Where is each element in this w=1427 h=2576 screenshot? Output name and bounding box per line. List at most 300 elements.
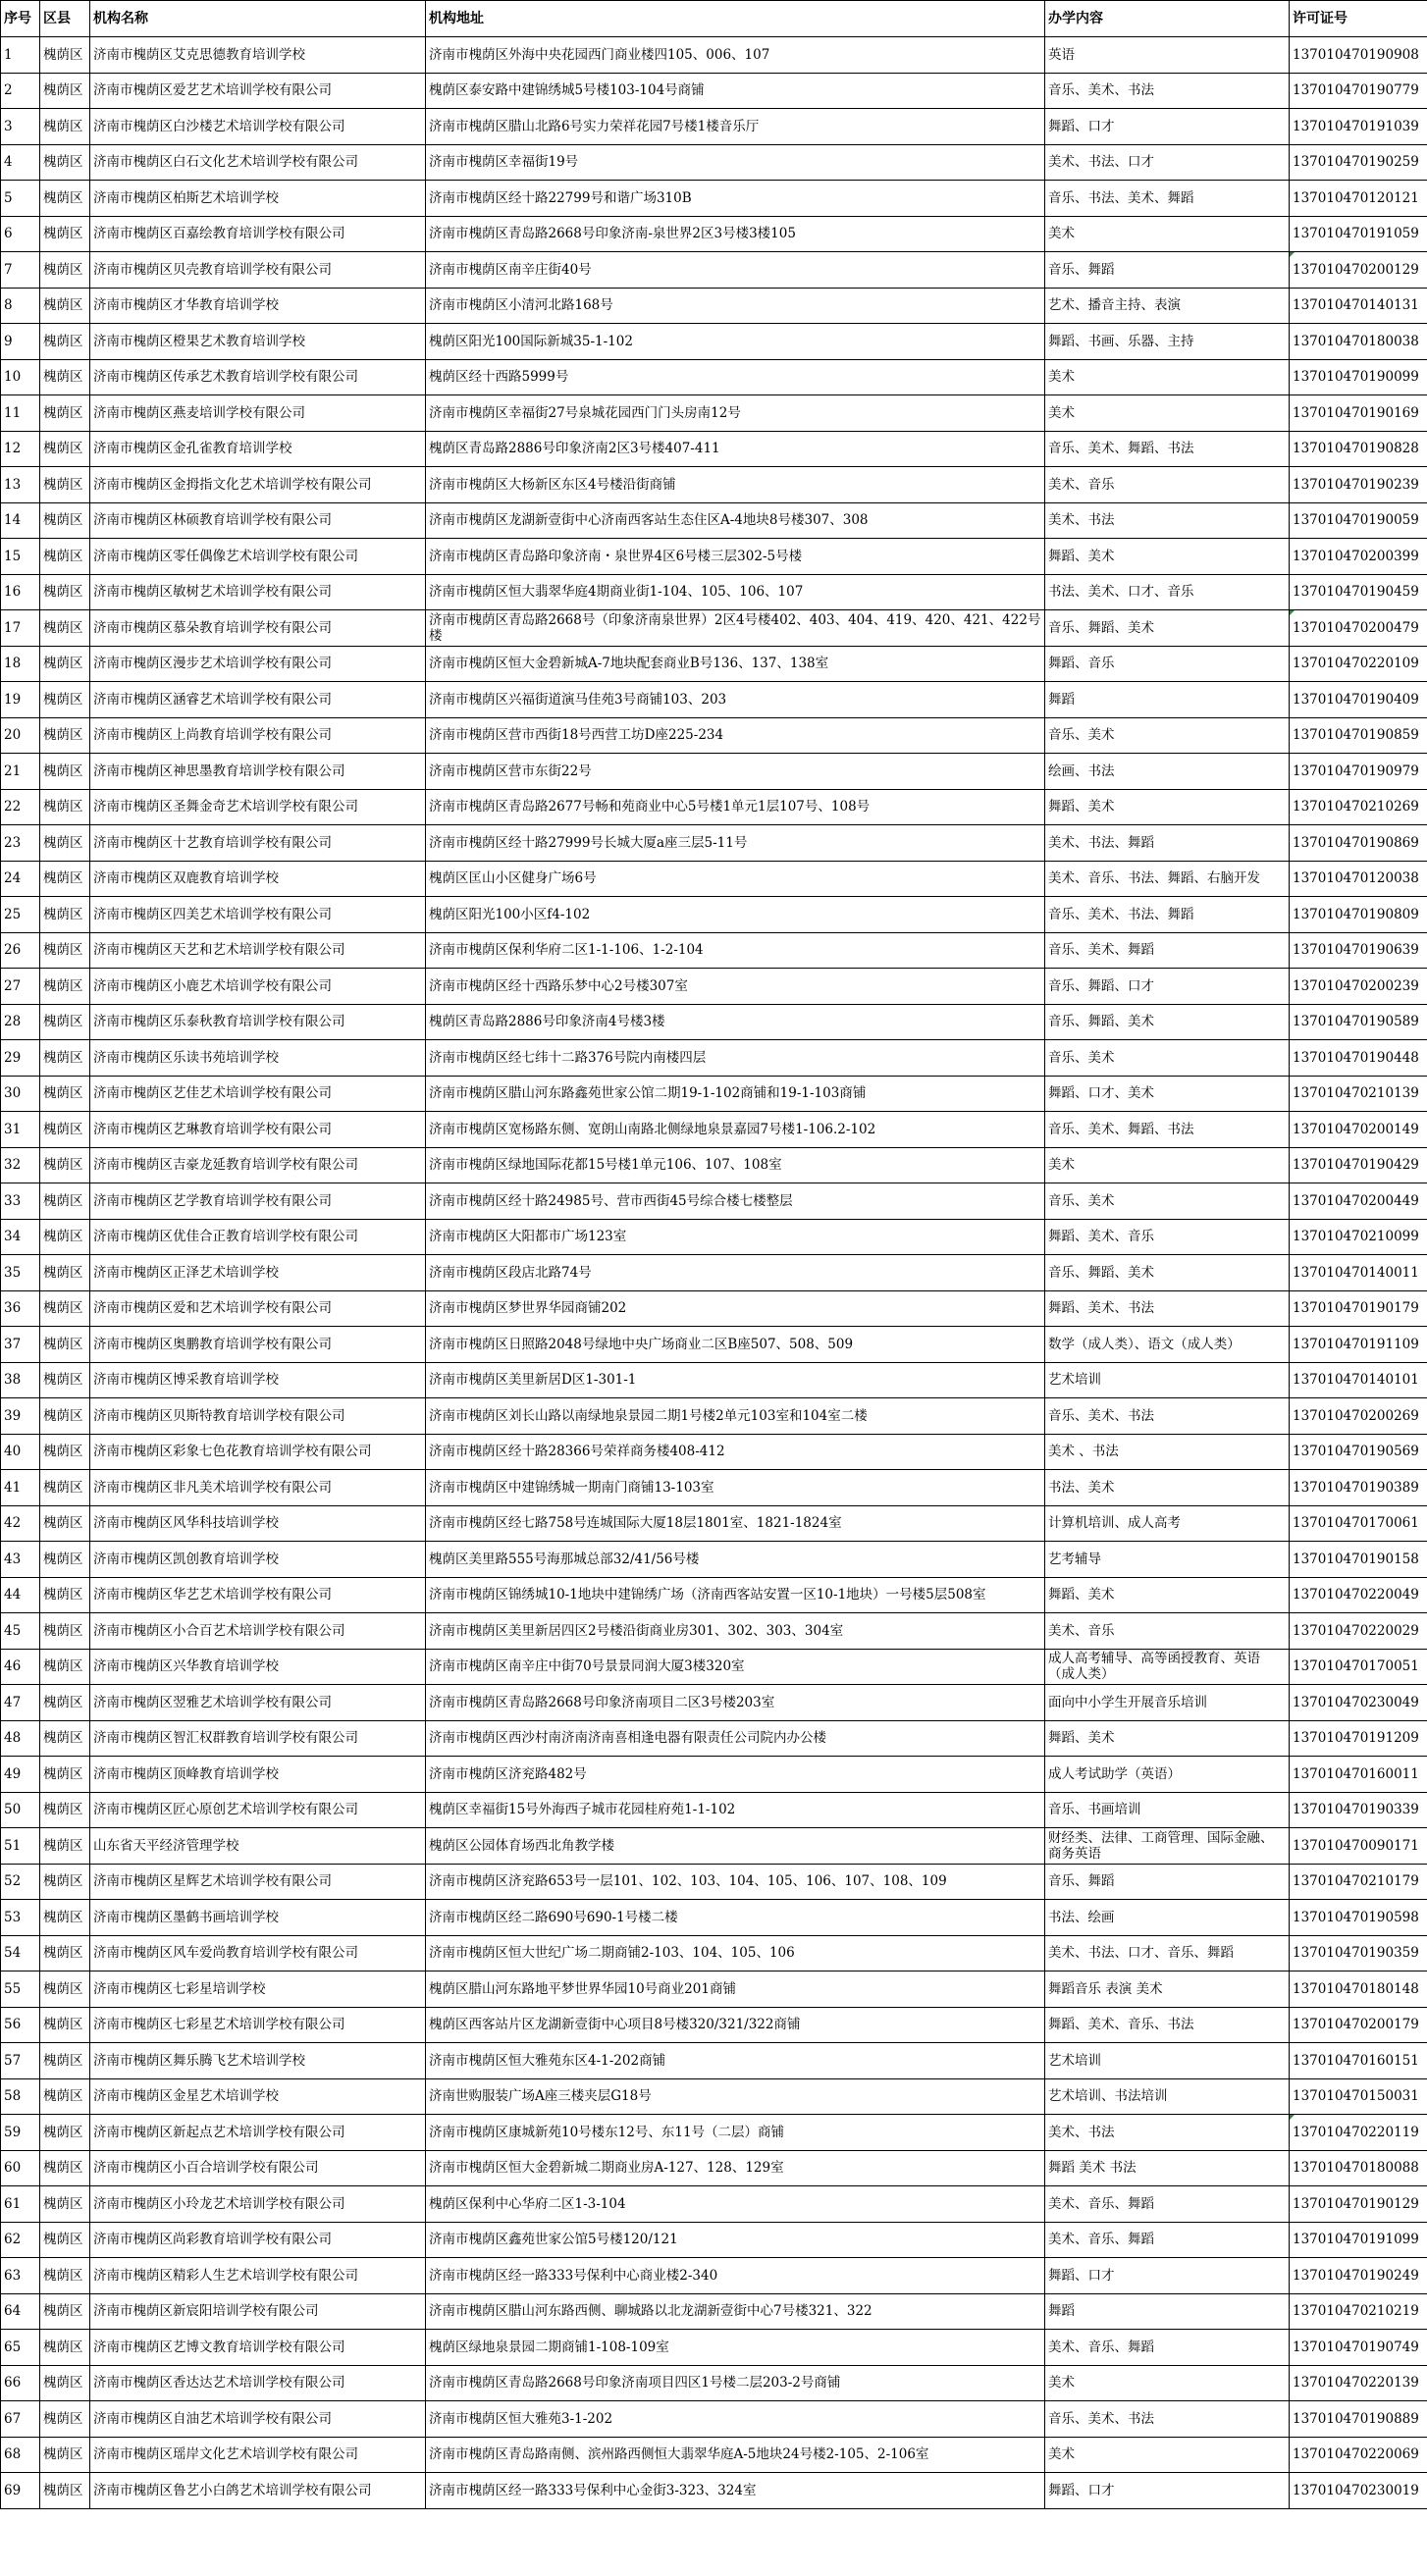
- cell-org-name: 济南市槐荫区才华教育培训学校: [90, 288, 426, 324]
- table-row: [1, 1004, 1427, 1040]
- header-index: 序号: [1, 1, 40, 37]
- cell-org-address: 槐荫区泰安路中建锦绣城5号楼103-104号商铺: [426, 73, 1045, 109]
- cell-org-name: 济南市槐荫区新宸阳培训学校有限公司: [90, 2293, 426, 2330]
- cell-district: 槐荫区: [40, 324, 90, 360]
- table-row: [1, 1757, 1427, 1793]
- table-row: [1, 2115, 1427, 2151]
- table-row: [1, 1900, 1427, 1936]
- cell-org-name: 山东省天平经济管理学校: [90, 1828, 426, 1865]
- cell-org-name: 济南市槐荫区华艺艺术培训学校有限公司: [90, 1577, 426, 1613]
- cell-index: 13: [1, 467, 40, 503]
- cell-org-address: 济南市槐荫区恒大金碧新城A-7地块配套商业B号136、137、138室: [426, 646, 1045, 682]
- cell-district: 槐荫区: [40, 395, 90, 432]
- table-row: [1, 932, 1427, 969]
- cell-content: 舞蹈、书画、乐器、主持: [1045, 324, 1290, 360]
- cell-license: 137010470190889: [1290, 2401, 1427, 2438]
- cell-org-name: 济南市槐荫区墨鹤书画培训学校: [90, 1900, 426, 1936]
- cell-district: 槐荫区: [40, 754, 90, 790]
- cell-org-address: 济南市槐荫区经十路24985号、营市西街45号综合楼七楼整层: [426, 1183, 1045, 1220]
- cell-license: 137010470191099: [1290, 2222, 1427, 2258]
- cell-index: 32: [1, 1147, 40, 1183]
- cell-index: 56: [1, 2007, 40, 2043]
- table-row: [1, 1398, 1427, 1435]
- cell-org-name: 济南市槐荫区非凡美术培训学校有限公司: [90, 1470, 426, 1506]
- cell-org-name: 济南市槐荫区爱和艺术培训学校有限公司: [90, 1290, 426, 1327]
- cell-org-name: 济南市槐荫区彩象七色花教育培训学校有限公司: [90, 1434, 426, 1470]
- table-row: [1, 969, 1427, 1005]
- cell-license: 137010470200269: [1290, 1398, 1427, 1435]
- cell-org-name: 济南市槐荫区鲁艺小白鸽艺术培训学校有限公司: [90, 2473, 426, 2509]
- table-row: [1, 2473, 1427, 2509]
- cell-license: 137010470190339: [1290, 1792, 1427, 1828]
- cell-org-name: 济南市槐荫区金拇指文化艺术培训学校有限公司: [90, 467, 426, 503]
- cell-content: 舞蹈 美术 书法: [1045, 2150, 1290, 2186]
- cell-comment-marker: [1290, 2115, 1295, 2120]
- cell-license: 137010470190979: [1290, 754, 1427, 790]
- cell-org-name: 济南市槐荫区风车爱尚教育培训学校有限公司: [90, 1935, 426, 1971]
- cell-content: 音乐、美术: [1045, 1183, 1290, 1220]
- cell-index: 16: [1, 574, 40, 610]
- table-row: [1, 1434, 1427, 1470]
- table-row: [1, 1864, 1427, 1900]
- cell-license: 137010470170051: [1290, 1649, 1427, 1685]
- cell-content: 艺术培训: [1045, 2043, 1290, 2079]
- cell-index: 29: [1, 1040, 40, 1077]
- cell-license: 137010470190169: [1290, 395, 1427, 432]
- table-row: [1, 73, 1427, 109]
- table-row: [1, 1183, 1427, 1220]
- cell-index: 21: [1, 754, 40, 790]
- cell-index: 6: [1, 216, 40, 252]
- cell-content: 美术、音乐: [1045, 1613, 1290, 1650]
- cell-content: 音乐、美术、书法: [1045, 73, 1290, 109]
- cell-org-name: 济南市槐荫区艺琳教育培训学校有限公司: [90, 1112, 426, 1148]
- cell-license: 137010470180088: [1290, 2150, 1427, 2186]
- cell-org-address: 槐荫区阳光100小区f4-102: [426, 897, 1045, 933]
- cell-district: 槐荫区: [40, 467, 90, 503]
- cell-content: 舞蹈、美术: [1045, 789, 1290, 825]
- cell-org-name: 济南市槐荫区舞乐腾飞艺术培训学校: [90, 2043, 426, 2079]
- cell-content: 艺术、播音主持、表演: [1045, 288, 1290, 324]
- cell-content: 舞蹈、美术、音乐、书法: [1045, 2007, 1290, 2043]
- cell-district: 槐荫区: [40, 1577, 90, 1613]
- cell-index: 57: [1, 2043, 40, 2079]
- cell-license: 137010470190779: [1290, 73, 1427, 109]
- cell-license: 137010470090171: [1290, 1828, 1427, 1865]
- header-license: 许可证号: [1290, 1, 1427, 37]
- cell-district: 槐荫区: [40, 646, 90, 682]
- header-content: 办学内容: [1045, 1, 1290, 37]
- cell-index: 7: [1, 252, 40, 289]
- cell-comment-marker: [1290, 252, 1295, 257]
- cell-org-name: 济南市槐荫区艺学教育培训学校有限公司: [90, 1183, 426, 1220]
- cell-license: 137010470190429: [1290, 1147, 1427, 1183]
- cell-index: 51: [1, 1828, 40, 1865]
- cell-org-address: 济南市槐荫区幸福街27号泉城花园西门门头房南12号: [426, 395, 1045, 432]
- cell-district: 槐荫区: [40, 502, 90, 539]
- cell-district: 槐荫区: [40, 2365, 90, 2401]
- cell-org-name: 济南市槐荫区优佳合正教育培训学校有限公司: [90, 1219, 426, 1255]
- cell-index: 5: [1, 181, 40, 217]
- cell-index: 22: [1, 789, 40, 825]
- cell-license: 137010470191209: [1290, 1720, 1427, 1757]
- cell-index: 14: [1, 502, 40, 539]
- cell-org-address: 槐荫区幸福街15号外海西子城市花园桂府苑1-1-102: [426, 1792, 1045, 1828]
- table-row: [1, 2437, 1427, 2473]
- cell-org-name: 济南市槐荫区风华科技培训学校: [90, 1505, 426, 1542]
- cell-license: 137010470200149: [1290, 1112, 1427, 1148]
- cell-license: 137010470190459: [1290, 574, 1427, 610]
- cell-license: 137010470190179: [1290, 1290, 1427, 1327]
- cell-org-address: 槐荫区匡山小区健身广场6号: [426, 861, 1045, 897]
- cell-org-address: 济南市槐荫区营市东街22号: [426, 754, 1045, 790]
- cell-license: 137010470200399: [1290, 539, 1427, 575]
- cell-org-address: 济南市槐荫区青岛路南侧、滨州路西侧恒大翡翠华庭A-5地块24号楼2-105、2-106室: [426, 2437, 1045, 2473]
- cell-license: 137010470190869: [1290, 825, 1427, 862]
- cell-org-address: 济南市槐荫区青岛路2677号畅和苑商业中心5号楼1单元1层107号、108号: [426, 789, 1045, 825]
- cell-district: 槐荫区: [40, 2258, 90, 2294]
- cell-org-address: 济南市槐荫区经十路22799号和谐广场310B: [426, 181, 1045, 217]
- table-row: [1, 37, 1427, 74]
- cell-org-name: 济南市槐荫区瑶岸文化艺术培训学校有限公司: [90, 2437, 426, 2473]
- cell-org-name: 济南市槐荫区贝斯特教育培训学校有限公司: [90, 1398, 426, 1435]
- cell-license: 137010470180038: [1290, 324, 1427, 360]
- cell-license: 137010470190448: [1290, 1040, 1427, 1077]
- cell-org-address: 济南市槐荫区营市西街18号西营工坊D座225-234: [426, 717, 1045, 754]
- table-row: [1, 1935, 1427, 1971]
- cell-org-address: 槐荫区绿地泉景园二期商铺1-108-109室: [426, 2330, 1045, 2366]
- cell-district: 槐荫区: [40, 1147, 90, 1183]
- cell-org-name: 济南市槐荫区翌雅艺术培训学校有限公司: [90, 1685, 426, 1721]
- cell-license: 137010470190598: [1290, 1900, 1427, 1936]
- table-row: [1, 861, 1427, 897]
- table-row: [1, 2078, 1427, 2115]
- cell-org-name: 济南市槐荫区精彩人生艺术培训学校有限公司: [90, 2258, 426, 2294]
- cell-district: 槐荫区: [40, 144, 90, 181]
- cell-district: 槐荫区: [40, 2150, 90, 2186]
- cell-org-name: 济南市槐荫区小玲龙艺术培训学校有限公司: [90, 2186, 426, 2223]
- cell-license: 137010470200239: [1290, 969, 1427, 1005]
- cell-district: 槐荫区: [40, 1290, 90, 1327]
- cell-org-address: 济南市槐荫区西沙村南济南济南喜相逢电器有限责任公司院内办公楼: [426, 1720, 1045, 1757]
- table-row: [1, 2401, 1427, 2438]
- table-row: [1, 1828, 1427, 1865]
- cell-org-name: 济南市槐荫区艾克思德教育培训学校: [90, 37, 426, 74]
- table-row: [1, 1505, 1427, 1542]
- cell-content: 音乐、美术、书法: [1045, 2401, 1290, 2438]
- cell-content: 成人高考辅导、高等函授教育、英语（成人类）: [1045, 1649, 1290, 1685]
- cell-org-address: 济南市槐荫区宽杨路东侧、宽朗山南路北侧绿地泉景嘉园7号楼1-106.2-102: [426, 1112, 1045, 1148]
- cell-org-address: 济南市槐荫区小清河北路168号: [426, 288, 1045, 324]
- cell-content: 舞蹈: [1045, 682, 1290, 718]
- cell-content: 美术、书法、口才: [1045, 144, 1290, 181]
- cell-content: 艺术培训: [1045, 1362, 1290, 1398]
- cell-org-address: 济南市槐荫区经七路758号连城国际大厦18层1801室、1821-1824室: [426, 1505, 1045, 1542]
- cell-content: 舞蹈: [1045, 2293, 1290, 2330]
- table-row: [1, 646, 1427, 682]
- cell-org-address: 济南市槐荫区恒大金碧新城二期商业房A-127、128、129室: [426, 2150, 1045, 2186]
- cell-district: 槐荫区: [40, 1040, 90, 1077]
- cell-district: 槐荫区: [40, 359, 90, 395]
- table-row: [1, 754, 1427, 790]
- cell-district: 槐荫区: [40, 932, 90, 969]
- table-row: [1, 1971, 1427, 2008]
- cell-org-address: 济南市槐荫区济兖路482号: [426, 1757, 1045, 1793]
- cell-district: 槐荫区: [40, 431, 90, 467]
- cell-content: 成人考试助学（英语）: [1045, 1757, 1290, 1793]
- cell-org-address: 济南市槐荫区青岛路印象济南・泉世界4区6号楼三层302-5号楼: [426, 539, 1045, 575]
- cell-index: 20: [1, 717, 40, 754]
- cell-org-name: 济南市槐荫区星辉艺术培训学校有限公司: [90, 1864, 426, 1900]
- cell-content: 舞蹈、音乐: [1045, 646, 1290, 682]
- cell-district: 槐荫区: [40, 73, 90, 109]
- cell-district: 槐荫区: [40, 789, 90, 825]
- cell-license: 137010470200449: [1290, 1183, 1427, 1220]
- cell-org-name: 济南市槐荫区七彩星艺术培训学校有限公司: [90, 2007, 426, 2043]
- cell-district: 槐荫区: [40, 2401, 90, 2438]
- cell-org-address: 济南市槐荫区恒大世纪广场二期商铺2-103、104、105、106: [426, 1935, 1045, 1971]
- cell-org-address: 济南市槐荫区康城新苑10号楼东12号、东11号（二层）商铺: [426, 2115, 1045, 2151]
- cell-license: 137010470190129: [1290, 2186, 1427, 2223]
- cell-content: 音乐、舞蹈、美术: [1045, 1004, 1290, 1040]
- cell-license: 137010470190859: [1290, 717, 1427, 754]
- cell-district: 槐荫区: [40, 2293, 90, 2330]
- cell-district: 槐荫区: [40, 216, 90, 252]
- cell-org-address: 济南市槐荫区保利华府二区1-1-106、1-2-104: [426, 932, 1045, 969]
- cell-org-name: 济南市槐荫区四美艺术培训学校有限公司: [90, 897, 426, 933]
- cell-org-address: 济南市槐荫区美里新居D区1-301-1: [426, 1362, 1045, 1398]
- cell-content: 音乐、美术、舞蹈、书法: [1045, 431, 1290, 467]
- cell-content: 美术、音乐、舞蹈: [1045, 2330, 1290, 2366]
- cell-content: 计算机培训、成人高考: [1045, 1505, 1290, 1542]
- cell-index: 39: [1, 1398, 40, 1435]
- cell-district: 槐荫区: [40, 1362, 90, 1398]
- table-row: [1, 1327, 1427, 1363]
- cell-index: 46: [1, 1649, 40, 1685]
- cell-content: 舞蹈音乐 表演 美术: [1045, 1971, 1290, 2008]
- cell-index: 64: [1, 2293, 40, 2330]
- cell-org-address: 济南市槐荫区鑫苑世家公馆5号楼120/121: [426, 2222, 1045, 2258]
- cell-license: 137010470120121: [1290, 181, 1427, 217]
- cell-district: 槐荫区: [40, 1900, 90, 1936]
- cell-org-name: 济南市槐荫区博采教育培训学校: [90, 1362, 426, 1398]
- table-row: [1, 1040, 1427, 1077]
- cell-district: 槐荫区: [40, 2330, 90, 2366]
- cell-content: 美术: [1045, 395, 1290, 432]
- table-row: [1, 1219, 1427, 1255]
- cell-content: 音乐、美术、舞蹈、书法: [1045, 1112, 1290, 1148]
- cell-content: 美术: [1045, 216, 1290, 252]
- cell-org-address: 济南市槐荫区青岛路2668号印象济南-泉世界2区3号楼3楼105: [426, 216, 1045, 252]
- table-row: [1, 467, 1427, 503]
- cell-district: 槐荫区: [40, 574, 90, 610]
- cell-index: 23: [1, 825, 40, 862]
- cell-org-name: 济南市槐荫区双鹿教育培训学校: [90, 861, 426, 897]
- cell-district: 槐荫区: [40, 717, 90, 754]
- cell-district: 槐荫区: [40, 1757, 90, 1793]
- cell-org-address: 济南市槐荫区腊山河东路鑫苑世家公馆二期19-1-102商铺和19-1-103商铺: [426, 1076, 1045, 1112]
- cell-content: 音乐、美术: [1045, 717, 1290, 754]
- table-row: [1, 682, 1427, 718]
- cell-index: 67: [1, 2401, 40, 2438]
- cell-license: 137010470190259: [1290, 144, 1427, 181]
- cell-org-address: 济南市槐荫区经二路690号690-1号楼二楼: [426, 1900, 1045, 1936]
- cell-license: 137010470210219: [1290, 2293, 1427, 2330]
- cell-org-address: 济南市槐荫区南辛庄街40号: [426, 252, 1045, 289]
- cell-content: 美术、书法: [1045, 502, 1290, 539]
- cell-license: 137010470190569: [1290, 1434, 1427, 1470]
- cell-content: 美术、音乐、舞蹈: [1045, 2222, 1290, 2258]
- header-district: 区县: [40, 1, 90, 37]
- cell-license: 137010470140131: [1290, 288, 1427, 324]
- cell-index: 69: [1, 2473, 40, 2509]
- cell-org-address: 槐荫区西客站片区龙湖新壹街中心项目8号楼320/321/322商铺: [426, 2007, 1045, 2043]
- table-row: [1, 1112, 1427, 1148]
- cell-license: 137010470190749: [1290, 2330, 1427, 2366]
- cell-license: 137010470190409: [1290, 682, 1427, 718]
- cell-org-name: 济南市槐荫区敏树艺术培训学校有限公司: [90, 574, 426, 610]
- cell-org-name: 济南市槐荫区神思墨教育培训学校有限公司: [90, 754, 426, 790]
- cell-license: 137010470191039: [1290, 109, 1427, 145]
- cell-org-address: 济南市槐荫区经一路333号保利中心商业楼2-340: [426, 2258, 1045, 2294]
- table-row: [1, 252, 1427, 289]
- cell-district: 槐荫区: [40, 1183, 90, 1220]
- cell-org-name: 济南市槐荫区艺佳艺术培训学校有限公司: [90, 1076, 426, 1112]
- cell-district: 槐荫区: [40, 1076, 90, 1112]
- table-row: [1, 502, 1427, 539]
- cell-org-name: 济南市槐荫区金星艺术培训学校: [90, 2078, 426, 2115]
- table-row: [1, 1470, 1427, 1506]
- cell-license: 137010470210099: [1290, 1219, 1427, 1255]
- cell-index: 10: [1, 359, 40, 395]
- cell-license: 137010470220139: [1290, 2365, 1427, 2401]
- table-row: [1, 1649, 1427, 1685]
- cell-index: 19: [1, 682, 40, 718]
- cell-index: 66: [1, 2365, 40, 2401]
- table-row: [1, 324, 1427, 360]
- cell-org-address: 济南市槐荫区经十路28366号荣祥商务楼408-412: [426, 1434, 1045, 1470]
- cell-index: 37: [1, 1327, 40, 1363]
- cell-district: 槐荫区: [40, 539, 90, 575]
- cell-index: 50: [1, 1792, 40, 1828]
- cell-content: 音乐、美术、书法、舞蹈: [1045, 897, 1290, 933]
- cell-org-address: 济南市槐荫区恒大雅苑3-1-202: [426, 2401, 1045, 2438]
- cell-content: 舞蹈、口才: [1045, 2258, 1290, 2294]
- cell-license: 137010470160151: [1290, 2043, 1427, 2079]
- cell-org-name: 济南市槐荫区乐泰秋教育培训学校有限公司: [90, 1004, 426, 1040]
- table-row: [1, 1542, 1427, 1578]
- table-row: [1, 288, 1427, 324]
- cell-index: 30: [1, 1076, 40, 1112]
- cell-content: 音乐、书法、美术、舞蹈: [1045, 181, 1290, 217]
- cell-org-address: 济南市槐荫区梦世界华园商铺202: [426, 1290, 1045, 1327]
- table-row: [1, 2007, 1427, 2043]
- cell-license: 137010470230049: [1290, 1685, 1427, 1721]
- cell-org-name: 济南市槐荫区自油艺术培训学校有限公司: [90, 2401, 426, 2438]
- header-org-name: 机构名称: [90, 1, 426, 37]
- cell-org-name: 济南市槐荫区百嘉绘教育培训学校有限公司: [90, 216, 426, 252]
- cell-license: 137010470190589: [1290, 1004, 1427, 1040]
- cell-license: 137010470150031: [1290, 2078, 1427, 2115]
- cell-district: 槐荫区: [40, 1542, 90, 1578]
- cell-license: 137010470220119: [1290, 2115, 1427, 2151]
- table-row: [1, 574, 1427, 610]
- cell-district: 槐荫区: [40, 1685, 90, 1721]
- cell-comment-marker: [1290, 610, 1295, 615]
- cell-district: 槐荫区: [40, 897, 90, 933]
- cell-content: 舞蹈、口才: [1045, 109, 1290, 145]
- cell-license: 137010470210179: [1290, 1864, 1427, 1900]
- cell-org-name: 济南市槐荫区小合百艺术培训学校有限公司: [90, 1613, 426, 1650]
- cell-license: 137010470200129: [1290, 252, 1427, 289]
- cell-org-name: 济南市槐荫区匠心原创艺术培训学校有限公司: [90, 1792, 426, 1828]
- cell-index: 65: [1, 2330, 40, 2366]
- cell-district: 槐荫区: [40, 1971, 90, 2008]
- cell-index: 34: [1, 1219, 40, 1255]
- cell-org-name: 济南市槐荫区新起点艺术培训学校有限公司: [90, 2115, 426, 2151]
- cell-org-name: 济南市槐荫区零任偶像艺术培训学校有限公司: [90, 539, 426, 575]
- cell-org-name: 济南市槐荫区上尚教育培训学校有限公司: [90, 717, 426, 754]
- cell-org-address: 济南市槐荫区龙湖新壹街中心济南西客站生态住区A-4地块8号楼307、308: [426, 502, 1045, 539]
- cell-org-address: 槐荫区阳光100国际新城35-1-102: [426, 324, 1045, 360]
- cell-district: 槐荫区: [40, 1935, 90, 1971]
- cell-org-name: 济南市槐荫区天艺和艺术培训学校有限公司: [90, 932, 426, 969]
- cell-index: 53: [1, 1900, 40, 1936]
- cell-index: 2: [1, 73, 40, 109]
- cell-index: 17: [1, 610, 40, 647]
- table-row: [1, 789, 1427, 825]
- cell-org-name: 济南市槐荫区柏斯艺术培训学校: [90, 181, 426, 217]
- cell-org-name: 济南市槐荫区林硕教育培训学校有限公司: [90, 502, 426, 539]
- cell-license: 137010470160011: [1290, 1757, 1427, 1793]
- table-row: [1, 1685, 1427, 1721]
- cell-org-name: 济南市槐荫区乐读书苑培训学校: [90, 1040, 426, 1077]
- cell-content: 音乐、舞蹈、美术: [1045, 610, 1290, 647]
- cell-index: 33: [1, 1183, 40, 1220]
- cell-org-name: 济南市槐荫区慕朵教育培训学校有限公司: [90, 610, 426, 647]
- cell-district: 槐荫区: [40, 2186, 90, 2223]
- cell-district: 槐荫区: [40, 1649, 90, 1685]
- cell-district: 槐荫区: [40, 682, 90, 718]
- cell-index: 31: [1, 1112, 40, 1148]
- cell-index: 55: [1, 1971, 40, 2008]
- cell-license: 137010470170061: [1290, 1505, 1427, 1542]
- cell-license: 137010470190249: [1290, 2258, 1427, 2294]
- cell-org-address: 槐荫区腊山河东路地平梦世界华园10号商业201商铺: [426, 1971, 1045, 2008]
- cell-license: 137010470190908: [1290, 37, 1427, 74]
- table-row: [1, 2186, 1427, 2223]
- cell-org-address: 济南市槐荫区锦绣城10-1地块中建锦绣广场（济南西客站安置一区10-1地块）一号楼5层508室: [426, 1577, 1045, 1613]
- table-row: [1, 2293, 1427, 2330]
- cell-org-address: 槐荫区公园体育场西北角教学楼: [426, 1828, 1045, 1865]
- cell-index: 9: [1, 324, 40, 360]
- cell-content: 美术: [1045, 1147, 1290, 1183]
- cell-index: 41: [1, 1470, 40, 1506]
- cell-index: 11: [1, 395, 40, 432]
- cell-license: 137010470191109: [1290, 1327, 1427, 1363]
- cell-content: 绘画、书法: [1045, 754, 1290, 790]
- cell-district: 槐荫区: [40, 1470, 90, 1506]
- cell-index: 59: [1, 2115, 40, 2151]
- cell-content: 舞蹈、美术: [1045, 1720, 1290, 1757]
- table-row: [1, 144, 1427, 181]
- cell-org-name: 济南市槐荫区尚彩教育培训学校有限公司: [90, 2222, 426, 2258]
- cell-content: 舞蹈、口才、美术: [1045, 1076, 1290, 1112]
- cell-index: 3: [1, 109, 40, 145]
- cell-org-address: 济南市槐荫区兴福街道演马佳苑3号商铺103、203: [426, 682, 1045, 718]
- table-row: [1, 2365, 1427, 2401]
- cell-district: 槐荫区: [40, 109, 90, 145]
